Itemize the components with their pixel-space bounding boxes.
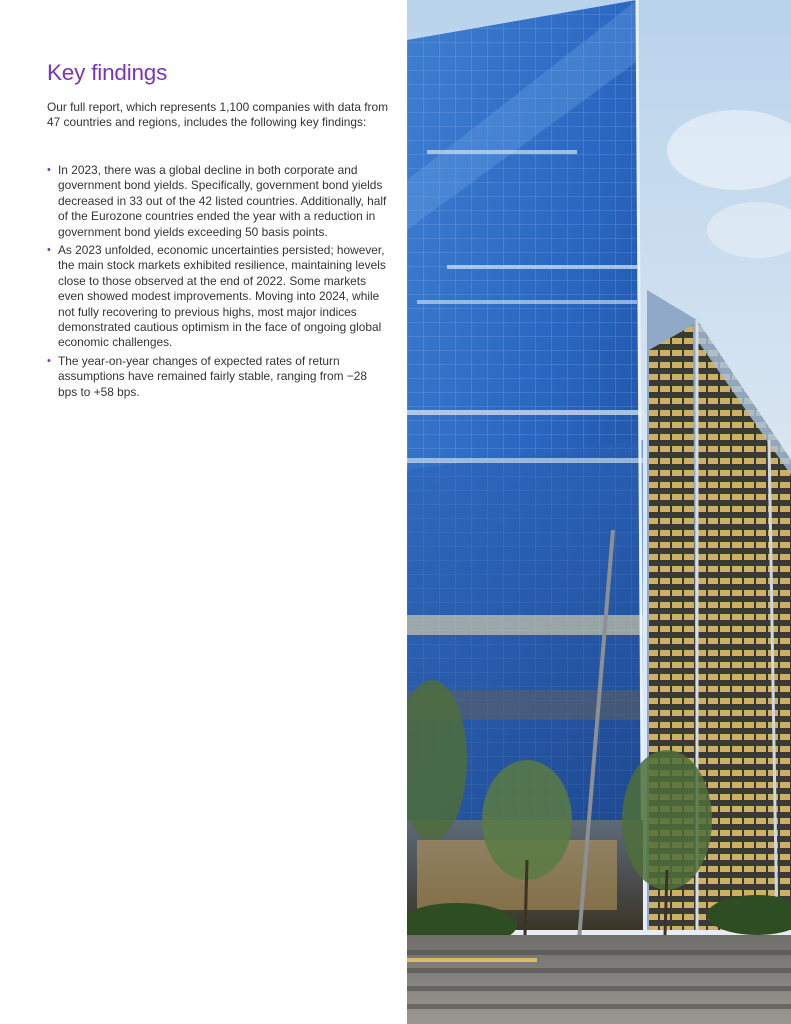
- finding-text: As 2023 unfolded, economic uncertainties persisted; however, the main stock markets exhibited resilience, maintaining levels close to those observed at the end of 2022. Some markets even showed modest improvements. Moving into 2024, while not fully recovering to previous highs, most major indices demonstrated cautious optimism in the face of ongoing global economic challenges.: [58, 243, 386, 350]
- page-title: Key findings: [47, 60, 168, 85]
- finding-text: The year-on-year changes of expected rates of return assumptions have remained fairly stable, ranging from −28 bps to +58 bps.: [58, 353, 367, 399]
- list-item: [47, 243, 389, 351]
- finding-text: In 2023, there was a global decline in both corporate and government bond yields. Specifically, government bond yields decreased in 33 out of the 42 listed countries. Additionally, half of the Eurozone countries ended the year with a reduction in government bond yields exceeding 50 basis points.: [58, 163, 387, 239]
- list-item: [47, 163, 389, 240]
- list-item: [47, 354, 389, 400]
- intro-paragraph: Our full report, which represents 1,100 companies with data from 47 countries and regions, includes the following key findings:: [47, 100, 389, 130]
- skyscraper-photo: [407, 0, 791, 1024]
- bullet-icon: •: [47, 164, 51, 176]
- bullet-icon: •: [47, 354, 51, 367]
- bullet-icon: •: [47, 244, 51, 257]
- key-findings-list: [47, 163, 389, 403]
